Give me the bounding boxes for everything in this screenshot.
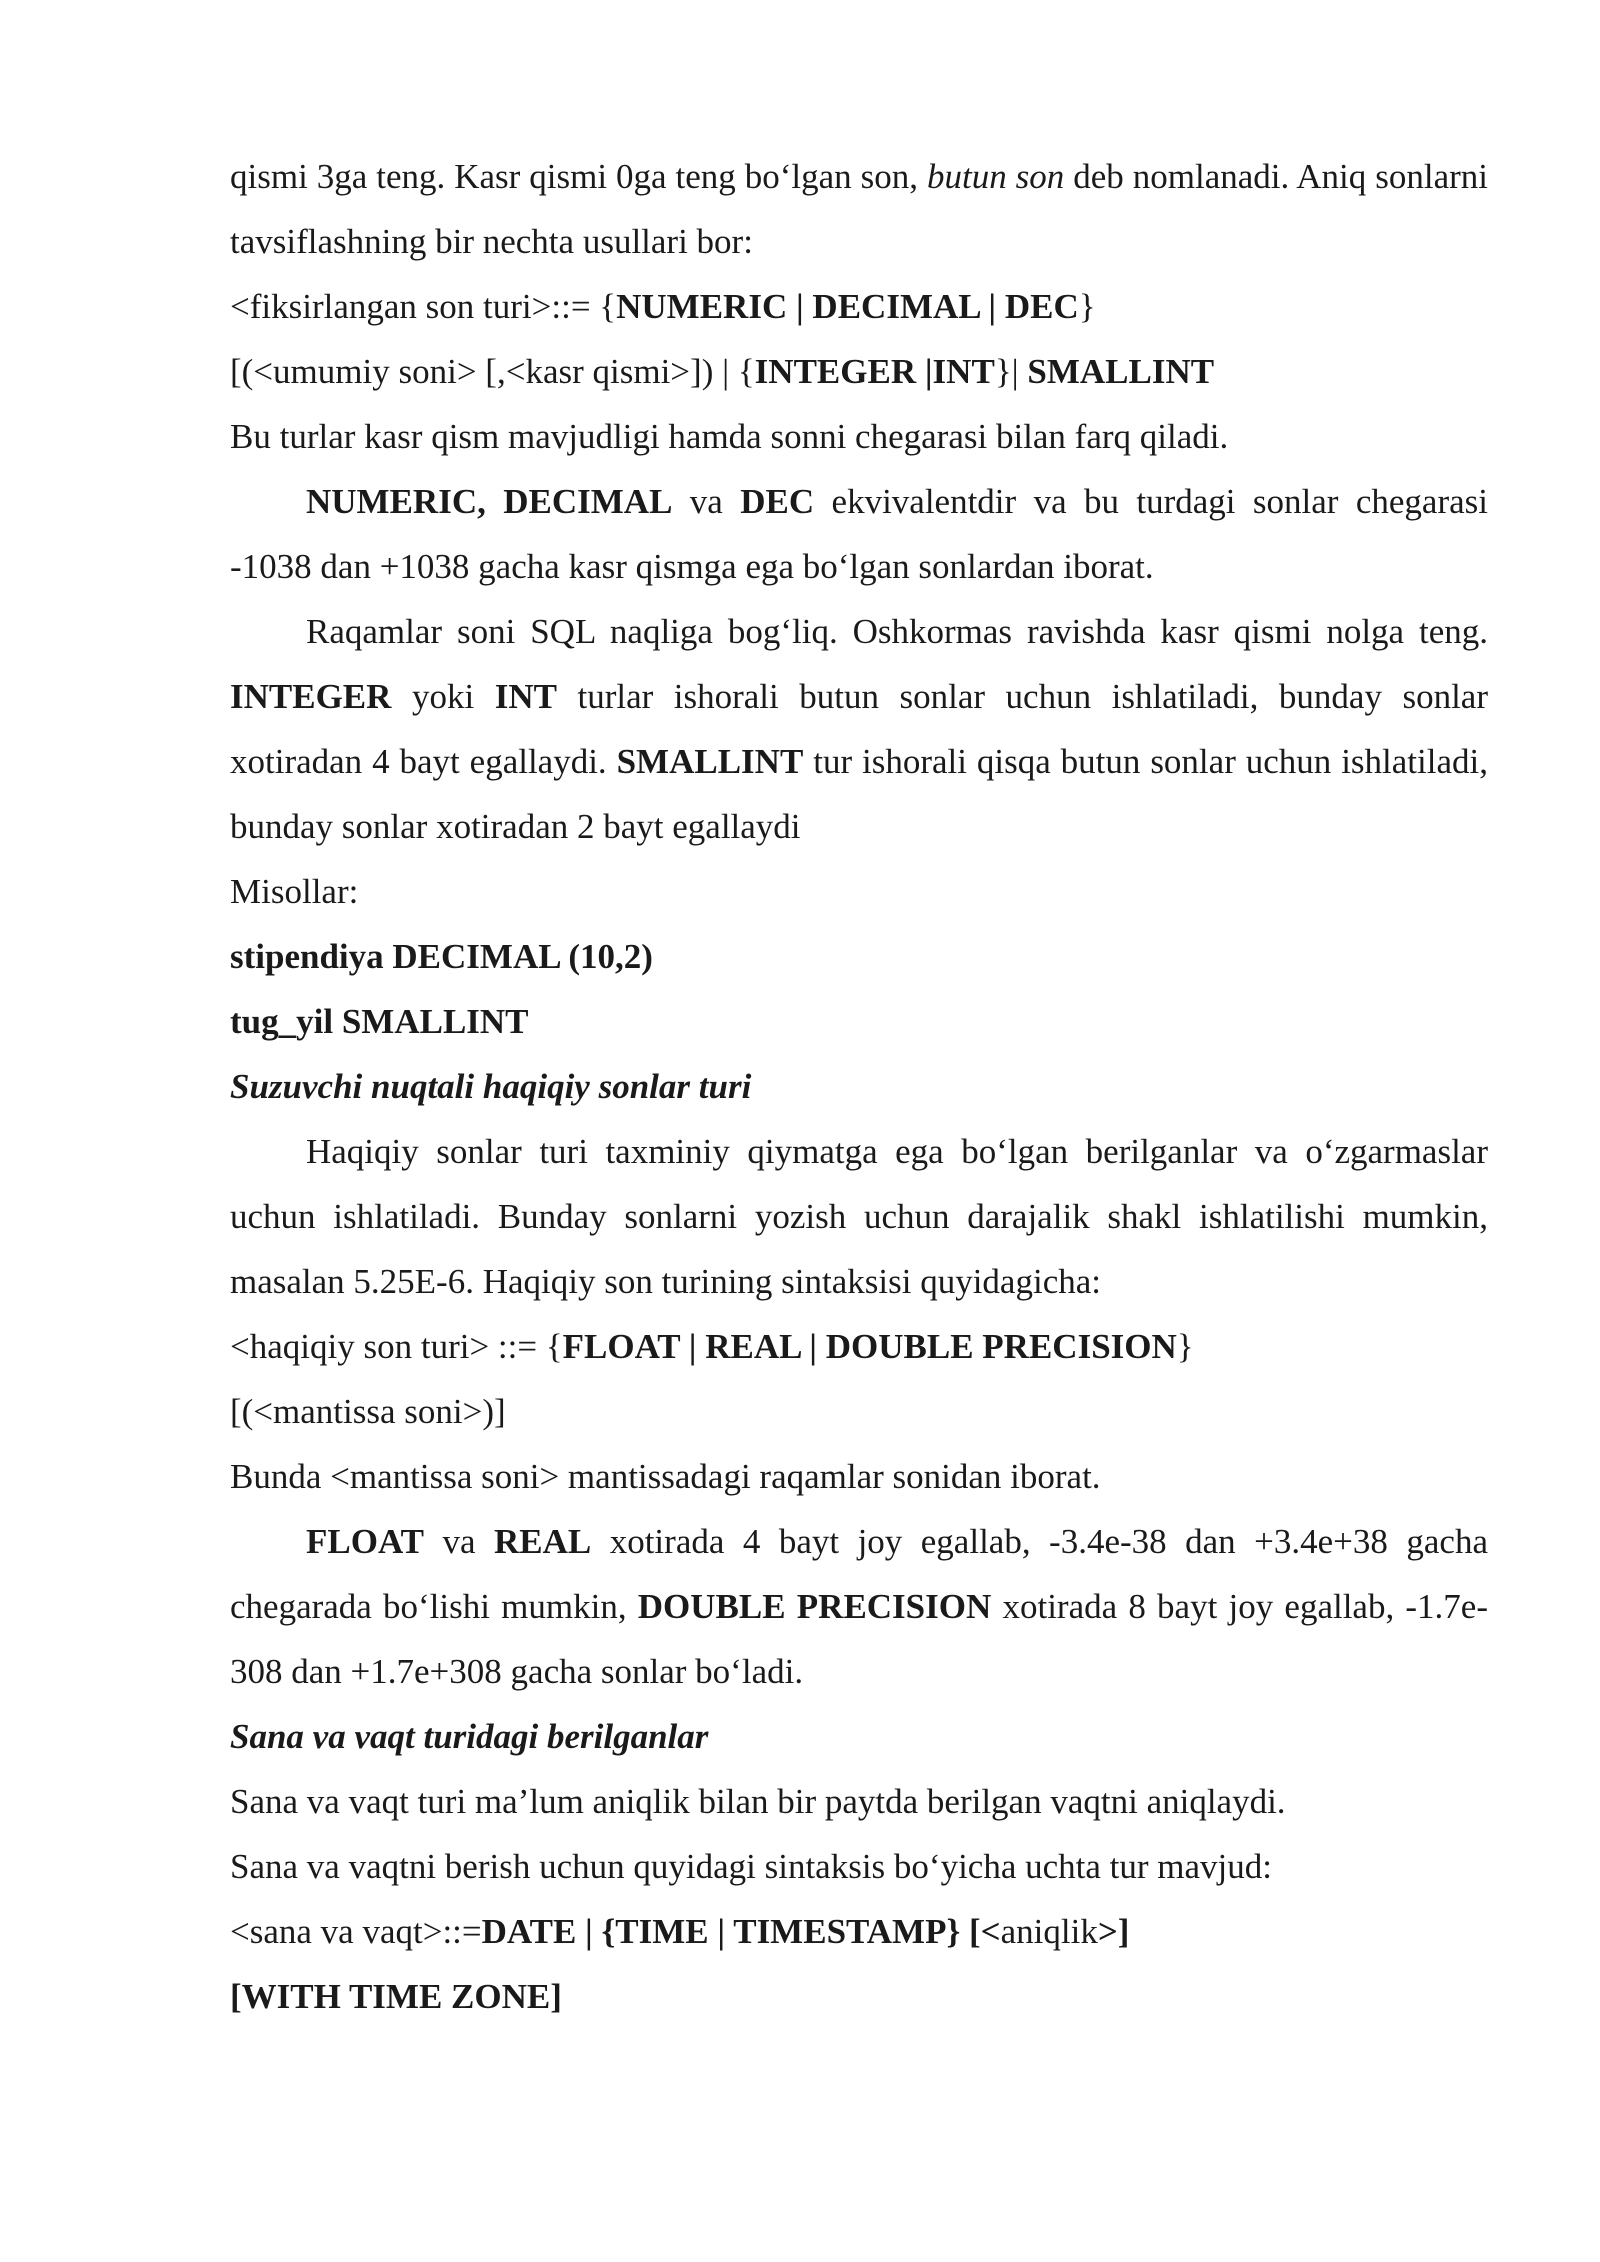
- section-heading-datetime: Sana va vaqt turidagi berilganlar: [230, 1717, 709, 1756]
- term-italic: butun son: [926, 157, 1065, 196]
- paragraph-real-types: Haqiqiy sonlar turi taxminiy qiymatga ega bo‘lgan berilganlar va o‘zgarmaslar uchun ishlatiladi. Bunday sonlarni yozish uchun darajalik shakl ishlatilishi mumkin, masalan 5.25E-6. Haqiqiy son turining sintaksisi quyidagicha:: [230, 1132, 1488, 1301]
- syntax-real-line-1: <haqiqiy son turi> ::= {FLOAT | REAL | DOUBLE PRECISION}: [230, 1327, 1194, 1366]
- syntax-fixed-line-2: [(<umumiy soni> [,<kasr qismi>]) | {INTEGER |INT}| SMALLINT: [230, 352, 1215, 391]
- text-run: qismi 3ga teng. Kasr qismi 0ga teng bo‘lgan son,: [230, 157, 927, 196]
- example-2: tug_yil SMALLINT: [230, 1002, 529, 1041]
- paragraph-mantissa: Bunda <mantissa soni> mantissadagi raqamlar sonidan iborat.: [230, 1457, 1101, 1496]
- section-heading-float: Suzuvchi nuqtali haqiqiy sonlar turi: [230, 1067, 752, 1106]
- syntax-real-line-2: [(<mantissa soni>)]: [230, 1392, 506, 1431]
- paragraph-integer-types: Raqamlar soni SQL naqliga bog‘liq. Oshkormas ravishda kasr qismi nolga teng. INTEGER yoki INT turlar ishorali butun sonlar uchun ishlatiladi, bunday sonlar xotiradan 4 bayt egallaydi. SMALLINT tur ishorali qisqa butun sonlar uchun ishlatiladi, bunday sonlar xotiradan 2 bayt egallaydi: [230, 612, 1488, 846]
- example-1: stipendiya DECIMAL (10,2): [230, 937, 653, 976]
- text-run: deb nomlanadi. Aniq sonlarni tavsiflashning bir nechta usullari bor:: [230, 157, 1488, 261]
- paragraph-numeric-range: NUMERIC, DECIMAL va DEC ekvivalentdir va bu turdagi sonlar chegarasi -1038 dan +1038 gacha kasr qismga ega bo‘lgan sonlardan iborat.: [230, 482, 1488, 586]
- syntax-datetime-line-1: <sana va vaqt>::=DATE | {TIME | TIMESTAMP} [<aniqlik>]: [230, 1912, 1130, 1951]
- paragraph-datetime-2: Sana va vaqtni berish uchun quyidagi sintaksis bo‘yicha uchta tur mavjud:: [230, 1847, 1273, 1886]
- paragraph-types-difference: Bu turlar kasr qism mavjudligi hamda sonni chegarasi bilan farq qiladi.: [230, 417, 1229, 456]
- paragraph-intro: [230, 144, 1488, 274]
- paragraph-float-range: FLOAT va REAL xotirada 4 bayt joy egallab, -3.4e-38 dan +3.4e+38 gacha chegarada bo‘lishi mumkin, DOUBLE PRECISION xotirada 8 bayt joy egallab, -1.7e-308 dan +1.7e+308 gacha sonlar bo‘ladi.: [230, 1522, 1488, 1691]
- document-page: [230, 144, 1488, 2029]
- syntax-fixed-line-1: <fiksirlangan son turi>::= {NUMERIC | DECIMAL | DEC}: [230, 287, 1096, 326]
- paragraph-datetime-1: Sana va vaqt turi ma’lum aniqlik bilan bir paytda berilgan vaqtni aniqlaydi.: [230, 1782, 1286, 1821]
- examples-label: Misollar:: [230, 872, 359, 911]
- syntax-datetime-line-2: [WITH TIME ZONE]: [230, 1977, 562, 2016]
